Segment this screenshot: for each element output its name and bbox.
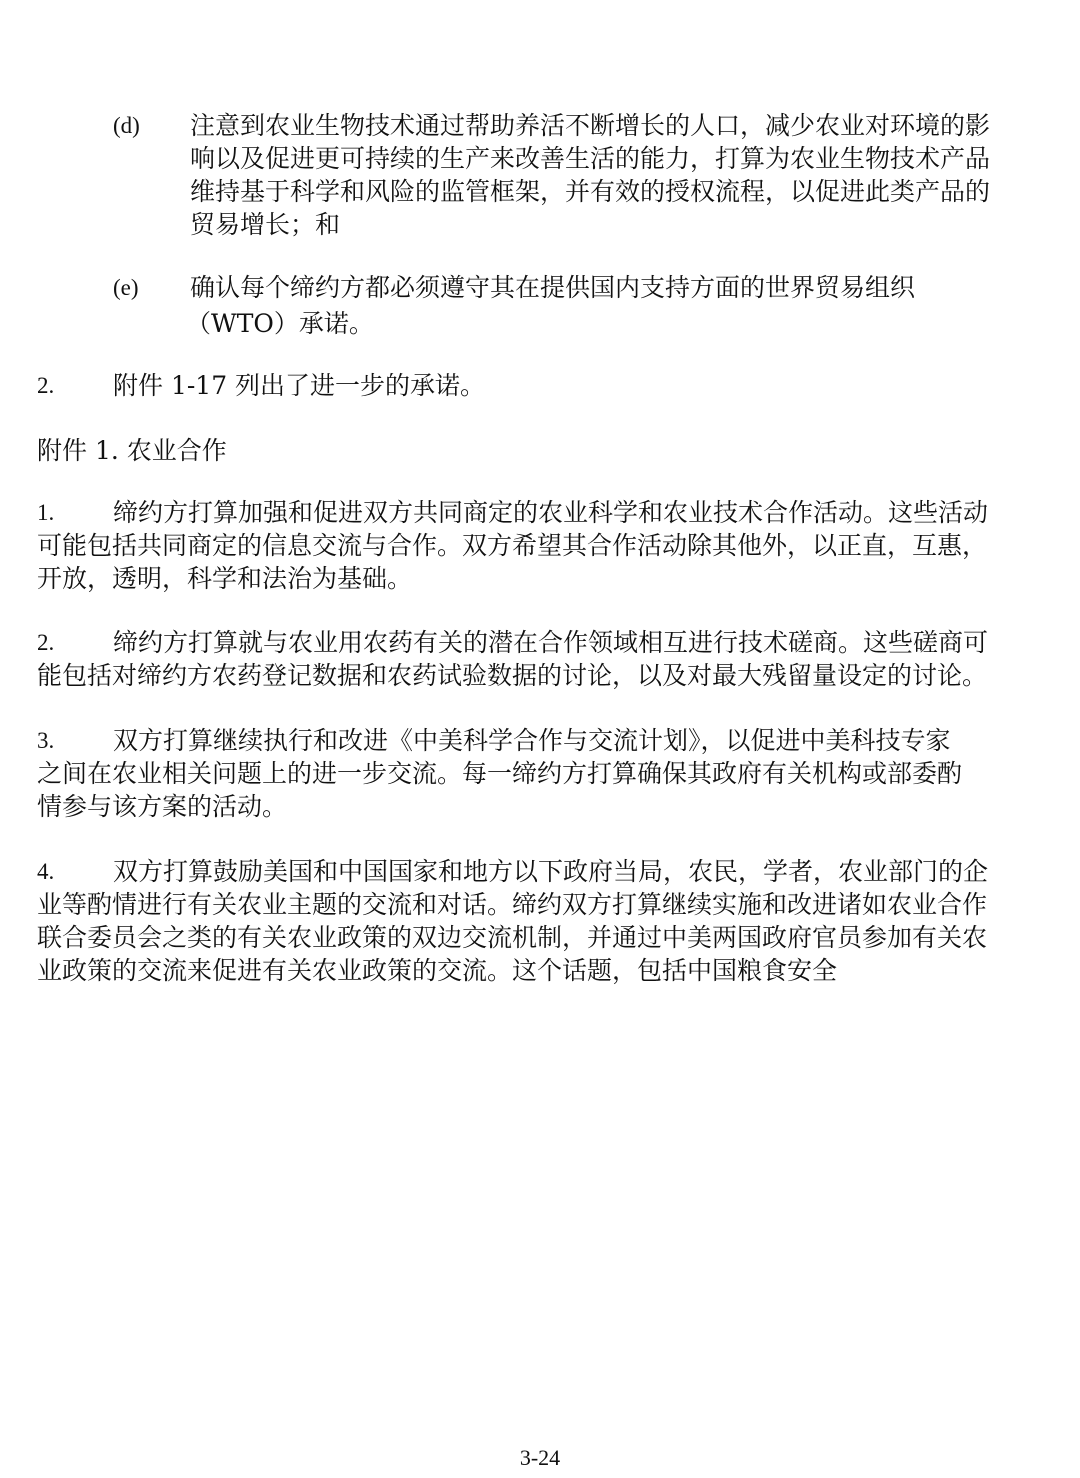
annex-paragraph-line: 开放，透明，科学和法治为基础。 — [37, 564, 413, 593]
item-d-line: 贸易增长；和 — [190, 210, 341, 239]
annex-paragraph-line: 能包括对缔约方农药登记数据和农药试验数据的讨论，以及对最大残留量设定的讨论。 — [37, 661, 988, 690]
item-e-line: （WTO）承诺。 — [186, 309, 374, 338]
annex-paragraph-line: 情参与该方案的活动。 — [37, 792, 288, 821]
annex-paragraph-line: 双方打算鼓励美国和中国国家和地方以下政府当局，农民，学者，农业部门的企 — [113, 857, 989, 886]
annex-paragraph-number: 4. — [37, 859, 55, 884]
annex-paragraph-number: 1. — [37, 500, 55, 525]
item-d-marker: (d) — [113, 113, 140, 138]
annex-paragraph-2 — [37, 627, 1027, 697]
item-e-marker: (e) — [113, 275, 139, 300]
paragraph-number: 2. — [37, 373, 55, 398]
annex-paragraph-number: 3. — [37, 728, 55, 753]
annex-paragraph-number: 2. — [37, 630, 55, 655]
annex-paragraph-4 — [37, 856, 1027, 988]
annex-paragraph-line: 双方打算继续执行和改进《中美科学合作与交流计划》，以促进中美科技专家 — [113, 726, 951, 755]
annex-paragraph-3 — [37, 725, 1027, 825]
annex-paragraph-line: 业等酌情进行有关农业主题的交流和对话。缔约双方打算继续实施和改进诸如农业合作 — [37, 890, 988, 919]
page-number: 3-24 — [519, 1445, 561, 1470]
item-e — [0, 272, 1080, 342]
annex-paragraph-line: 联合委员会之类的有关农业政策的双边交流机制，并通过中美两国政府官员参加有关农 — [37, 923, 988, 952]
paragraph-text: 附件 1-17 列出了进一步的承诺。 — [113, 371, 486, 400]
item-d-line: 维持基于科学和风险的监管框架，并有效的授权流程，以促进此类产品的 — [190, 177, 991, 206]
annex-heading: 附件 1. 农业合作 — [37, 436, 227, 465]
annex-paragraph-line: 缔约方打算就与农业用农药有关的潜在合作领域相互进行技术磋商。这些磋商可 — [113, 628, 989, 657]
item-d-line: 注意到农业生物技术通过帮助养活不断增长的人口，减少农业对环境的影 — [190, 111, 991, 140]
annex-paragraph-1 — [37, 497, 1027, 597]
item-d-line: 响以及促进更可持续的生产来改善生活的能力，打算为农业生物技术产品 — [190, 144, 991, 173]
annex-paragraph-line: 可能包括共同商定的信息交流与合作。双方希望其合作活动除其他外，以正直，互惠， — [37, 531, 988, 560]
paragraph-2 — [0, 370, 1080, 404]
annex-paragraph-line: 之间在农业相关问题上的进一步交流。每一缔约方打算确保其政府有关机构或部委酌 — [37, 759, 963, 788]
annex-paragraph-line: 缔约方打算加强和促进双方共同商定的农业科学和农业技术合作活动。这些活动 — [113, 498, 989, 527]
item-d — [0, 110, 1080, 240]
item-e-line: 确认每个缔约方都必须遵守其在提供国内支持方面的世界贸易组织 — [190, 273, 916, 302]
annex-paragraph-line: 业政策的交流来促进有关农业政策的交流。这个话题，包括中国粮食安全 — [37, 956, 838, 985]
